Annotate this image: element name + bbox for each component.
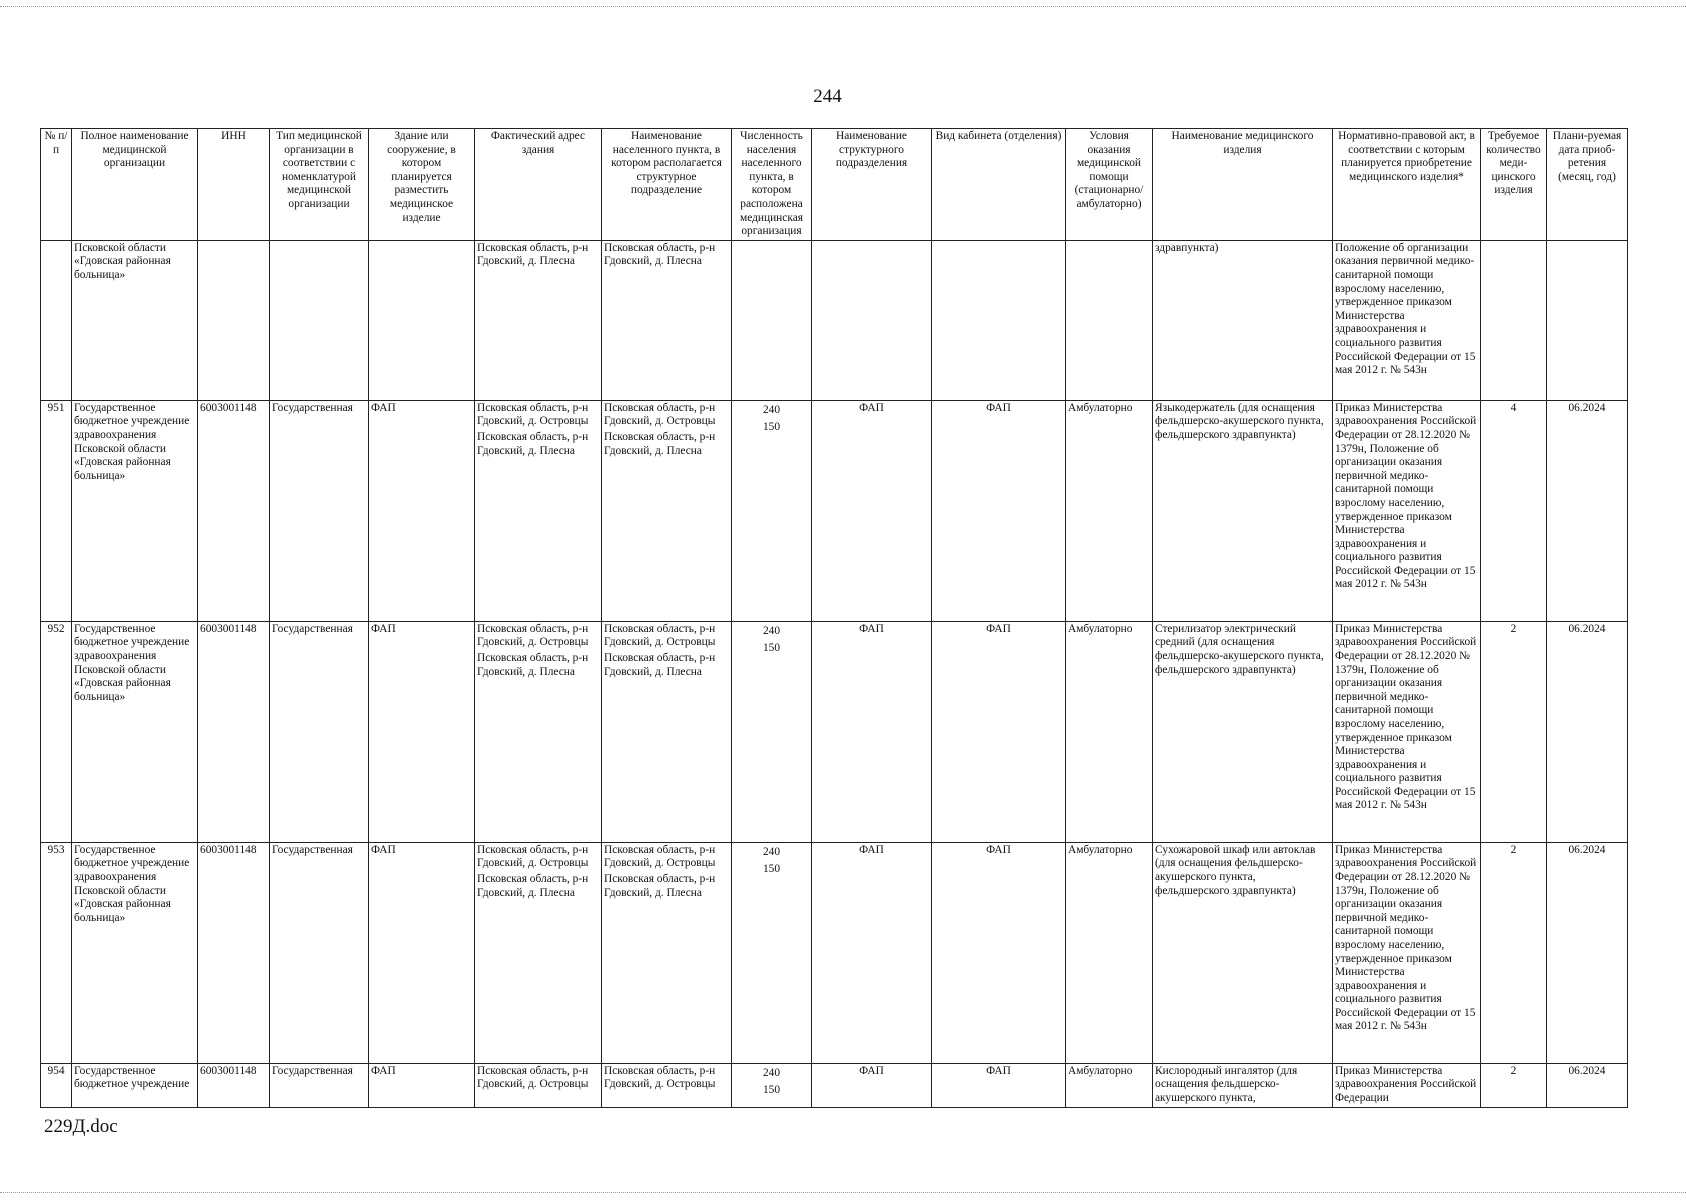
address-line: Псковская область, р-н Гдовский, д. Плесна bbox=[477, 872, 589, 899]
header-settlement: Наименование населенного пункта, в котором располагается структурное подразделение bbox=[602, 129, 732, 241]
table-row bbox=[41, 240, 1628, 400]
cell-address bbox=[475, 1063, 602, 1107]
equipment-registry-table bbox=[40, 128, 1628, 1108]
cell-num bbox=[41, 240, 72, 400]
header-num: № п/п bbox=[41, 129, 72, 241]
cell-org-name: Государственное бюджетное учреждение здравоохранения Псковской области «Гдовская районная больница» bbox=[72, 400, 198, 621]
address-line: Псковская область, р-н Гдовский, д. Островцы bbox=[477, 401, 589, 428]
cell-org-type: Государственная bbox=[270, 842, 369, 1063]
address-line: Псковская область, р-н Гдовский, д. Плесна bbox=[477, 430, 589, 457]
cell-population bbox=[732, 400, 812, 621]
cell-device: Сухожаровой шкаф или автоклав (для оснащения фельдшерско-акушерского пункта, фельдшерского здравпункта) bbox=[1153, 842, 1333, 1063]
cell-date: 06.2024 bbox=[1547, 621, 1628, 842]
cell-quantity: 2 bbox=[1481, 842, 1547, 1063]
cell-address bbox=[475, 621, 602, 842]
address-line: Псковская область, р-н Гдовский, д. Островцы bbox=[604, 622, 716, 649]
cell-settlement bbox=[602, 621, 732, 842]
address-line: Псковская область, р-н Гдовский, д. Плесна bbox=[604, 872, 716, 899]
cell-building: ФАП bbox=[369, 621, 475, 842]
cell-device: Кислородный ингалятор (для оснащения фельдшерско-акушерского пункта, bbox=[1153, 1063, 1333, 1107]
cell-inn: 6003001148 bbox=[198, 621, 270, 842]
cell-org-type: Государственная bbox=[270, 400, 369, 621]
population-value: 240 bbox=[762, 1066, 781, 1079]
population-value: 240 bbox=[762, 845, 781, 858]
header-legal-act: Нормативно-правовой акт, в соответствии с которым планируется приобретение медицинского изделия* bbox=[1333, 129, 1481, 241]
address-line: Псковская область, р-н Гдовский, д. Островцы bbox=[604, 401, 716, 428]
header-address: Фактический адрес здания bbox=[475, 129, 602, 241]
cell-org-name: Государственное бюджетное учреждение здравоохранения Псковской области «Гдовская районная больница» bbox=[72, 842, 198, 1063]
cell-inn bbox=[198, 240, 270, 400]
address-line: Псковская область, р-н Гдовский, д. Плесна bbox=[477, 241, 589, 268]
population-value: 150 bbox=[762, 862, 781, 875]
cell-num: 951 bbox=[41, 400, 72, 621]
population-value: 150 bbox=[762, 420, 781, 433]
cell-org-type bbox=[270, 240, 369, 400]
address-line: Псковская область, р-н Гдовский, д. Плесна bbox=[604, 241, 716, 268]
cell-settlement bbox=[602, 240, 732, 400]
cell-cabinet: ФАП bbox=[932, 621, 1066, 842]
address-line: Псковская область, р-н Гдовский, д. Островцы bbox=[477, 1064, 589, 1091]
cell-inn: 6003001148 bbox=[198, 400, 270, 621]
cell-legal-act: Приказ Министерства здравоохранения Российской Федерации bbox=[1333, 1063, 1481, 1107]
cell-unit: ФАП bbox=[812, 842, 932, 1063]
header-device: Наименование медицинского изделия bbox=[1153, 129, 1333, 241]
population-value: 150 bbox=[762, 1083, 781, 1096]
address-line: Псковская область, р-н Гдовский, д. Островцы bbox=[604, 1064, 716, 1091]
cell-quantity: 2 bbox=[1481, 621, 1547, 842]
address-line: Псковская область, р-н Гдовский, д. Островцы bbox=[477, 622, 589, 649]
cell-settlement bbox=[602, 842, 732, 1063]
cell-population bbox=[732, 240, 812, 400]
cell-conditions: Амбулаторно bbox=[1066, 400, 1153, 621]
cell-device: здравпункта) bbox=[1153, 240, 1333, 400]
cell-legal-act: Приказ Министерства здравоохранения Российской Федерации от 28.12.2020 № 1379н, Положение об организации оказания первичной медико-санитарной помощи взрослому населению, утвержденное приказом Министерства здравоохранения и социального развития Российской Федерации от 15 мая 2012 г. № 543н bbox=[1333, 621, 1481, 842]
header-building: Здание или сооружение, в котором планируется разместить медицинское изделие bbox=[369, 129, 475, 241]
cell-legal-act: Приказ Министерства здравоохранения Российской Федерации от 28.12.2020 № 1379н, Положение об организации оказания первичной медико-санитарной помощи взрослому населению, утвержденное приказом Министерства здравоохранения и социального развития Российской Федерации от 15 мая 2012 г. № 543н bbox=[1333, 400, 1481, 621]
cell-unit: ФАП bbox=[812, 1063, 932, 1107]
cell-org-name: Государственное бюджетное учреждение здравоохранения Псковской области «Гдовская районная больница» bbox=[72, 621, 198, 842]
cell-org-type: Государственная bbox=[270, 621, 369, 842]
cell-settlement bbox=[602, 400, 732, 621]
cell-building: ФАП bbox=[369, 842, 475, 1063]
cell-inn: 6003001148 bbox=[198, 842, 270, 1063]
table-row bbox=[41, 621, 1628, 842]
address-line: Псковская область, р-н Гдовский, д. Островцы bbox=[477, 843, 589, 870]
header-quantity: Требуемое количество меди-цинского изделия bbox=[1481, 129, 1547, 241]
cell-cabinet: ФАП bbox=[932, 400, 1066, 621]
cell-building: ФАП bbox=[369, 1063, 475, 1107]
address-line: Псковская область, р-н Гдовский, д. Плесна bbox=[477, 651, 589, 678]
cell-num: 954 bbox=[41, 1063, 72, 1107]
cell-address bbox=[475, 842, 602, 1063]
table-row bbox=[41, 400, 1628, 621]
cell-org-type: Государственная bbox=[270, 1063, 369, 1107]
cell-conditions: Амбулаторно bbox=[1066, 842, 1153, 1063]
header-inn: ИНН bbox=[198, 129, 270, 241]
header-cabinet: Вид кабинета (отделения) bbox=[932, 129, 1066, 241]
cell-legal-act: Положение об организации оказания первичной медико-санитарной помощи взрослому населению, утвержденное приказом Министерства здравоохранения и социального развития Российской Федерации от 15 мая 2012 г. № 543н bbox=[1333, 240, 1481, 400]
population-value: 240 bbox=[762, 624, 781, 637]
cell-device: Стерилизатор электрический средний (для оснащения фельдшерско-акушерского пункта, фельдшерского здравпункта) bbox=[1153, 621, 1333, 842]
cell-building bbox=[369, 240, 475, 400]
cell-org-name: Государственное бюджетное учреждение bbox=[72, 1063, 198, 1107]
address-line: Псковская область, р-н Гдовский, д. Плесна bbox=[604, 430, 716, 457]
cell-unit: ФАП bbox=[812, 621, 932, 842]
scan-edge-bottom bbox=[0, 1192, 1686, 1193]
cell-date: 06.2024 bbox=[1547, 1063, 1628, 1107]
header-conditions: Условия оказания медицинской помощи (стационарно/ амбулаторно) bbox=[1066, 129, 1153, 241]
cell-building: ФАП bbox=[369, 400, 475, 621]
table-header-row bbox=[41, 129, 1628, 241]
cell-date bbox=[1547, 240, 1628, 400]
cell-address bbox=[475, 240, 602, 400]
cell-date: 06.2024 bbox=[1547, 842, 1628, 1063]
cell-quantity bbox=[1481, 240, 1547, 400]
cell-population bbox=[732, 842, 812, 1063]
cell-device: Языкодержатель (для оснащения фельдшерско-акушерского пункта, фельдшерского здравпункта) bbox=[1153, 400, 1333, 621]
population-value: 240 bbox=[762, 403, 781, 416]
cell-cabinet: ФАП bbox=[932, 842, 1066, 1063]
cell-conditions: Амбулаторно bbox=[1066, 1063, 1153, 1107]
header-org-type: Тип медицинской организации в соответствии с номенклатурой медицинской организации bbox=[270, 129, 369, 241]
header-date: Плани-руемая дата приоб-ретения (месяц, год) bbox=[1547, 129, 1628, 241]
table-row bbox=[41, 1063, 1628, 1107]
cell-population bbox=[732, 621, 812, 842]
cell-num: 952 bbox=[41, 621, 72, 842]
cell-legal-act: Приказ Министерства здравоохранения Российской Федерации от 28.12.2020 № 1379н, Положение об организации оказания первичной медико-санитарной помощи взрослому населению, утвержденное приказом Министерства здравоохранения и социального развития Российской Федерации от 15 мая 2012 г. № 543н bbox=[1333, 842, 1481, 1063]
cell-unit: ФАП bbox=[812, 400, 932, 621]
cell-num: 953 bbox=[41, 842, 72, 1063]
cell-conditions bbox=[1066, 240, 1153, 400]
footer-filename: 229Д.doc bbox=[44, 1116, 118, 1137]
cell-address bbox=[475, 400, 602, 621]
cell-org-name: Псковской области «Гдовская районная больница» bbox=[72, 240, 198, 400]
header-unit: Наименование структурного подразделения bbox=[812, 129, 932, 241]
cell-unit bbox=[812, 240, 932, 400]
cell-date: 06.2024 bbox=[1547, 400, 1628, 621]
population-value: 150 bbox=[762, 641, 781, 654]
cell-inn: 6003001148 bbox=[198, 1063, 270, 1107]
cell-quantity: 4 bbox=[1481, 400, 1547, 621]
cell-cabinet bbox=[932, 240, 1066, 400]
header-org-name: Полное наименование медицинской организации bbox=[72, 129, 198, 241]
page-number: 244 bbox=[813, 86, 842, 107]
address-line: Псковская область, р-н Гдовский, д. Плесна bbox=[604, 651, 716, 678]
cell-settlement bbox=[602, 1063, 732, 1107]
table-row bbox=[41, 842, 1628, 1063]
cell-cabinet: ФАП bbox=[932, 1063, 1066, 1107]
header-population: Численность населения населенного пункта, в котором расположена медицинская организация bbox=[732, 129, 812, 241]
scan-edge-top bbox=[0, 6, 1686, 7]
cell-quantity: 2 bbox=[1481, 1063, 1547, 1107]
address-line: Псковская область, р-н Гдовский, д. Островцы bbox=[604, 843, 716, 870]
cell-population bbox=[732, 1063, 812, 1107]
cell-conditions: Амбулаторно bbox=[1066, 621, 1153, 842]
